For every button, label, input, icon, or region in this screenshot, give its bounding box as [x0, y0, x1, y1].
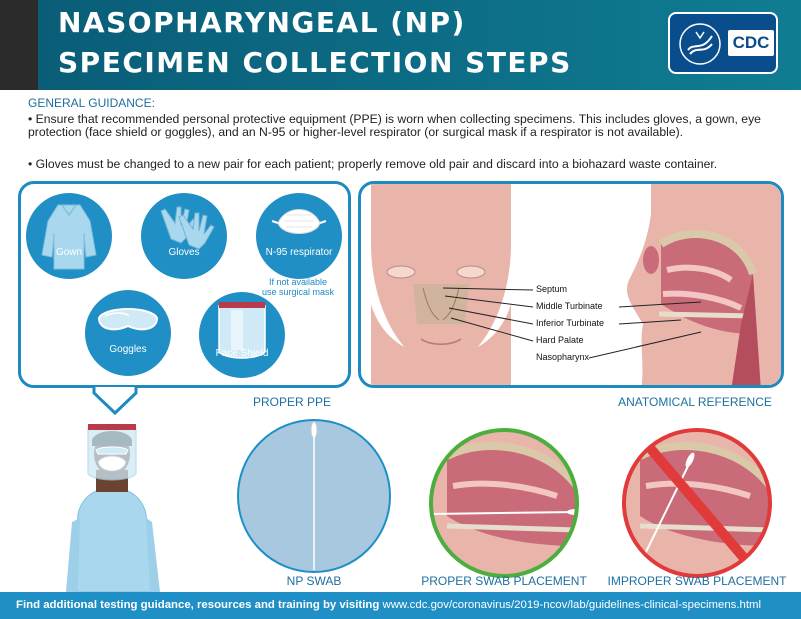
label-hard-palate: Hard Palate — [536, 335, 584, 345]
np-swab-illustration — [236, 418, 392, 574]
caption-improper-swab: IMPROPER SWAB PLACEMENT — [607, 574, 787, 588]
ppe-item-gown — [26, 193, 112, 279]
ppe-label-gloves: Gloves — [168, 247, 200, 258]
label-middle-turbinate: Middle Turbinate — [536, 301, 603, 311]
anatomy-panel — [358, 181, 784, 388]
ppe-label-goggles: Goggles — [109, 344, 147, 355]
improper-swab-illustration — [620, 426, 774, 580]
ppe-item-goggles — [85, 290, 171, 376]
respirator-icon — [256, 193, 342, 279]
label-inferior-turbinate: Inferior Turbinate — [536, 318, 605, 328]
cdc-logo — [668, 12, 778, 74]
caption-proper-ppe: PROPER PPE — [252, 395, 332, 409]
mask-note-line2: use surgical mask — [261, 287, 335, 297]
guidance-heading: GENERAL GUIDANCE: — [28, 96, 155, 110]
footer-text: Find additional testing guidance, resources and training by visiting — [16, 599, 380, 611]
cdc-logo-text: CDC — [728, 30, 774, 56]
gown-icon — [26, 193, 112, 279]
ppe-item-respirator — [256, 193, 342, 279]
caption-anatomical-reference: ANATOMICAL REFERENCE — [618, 395, 772, 409]
page-title-line2: SPECIMEN COLLECTION STEPS — [58, 46, 572, 79]
ppe-label-gown: Gown — [55, 247, 83, 258]
ppe-label-face-shield: Face Shield — [215, 348, 269, 359]
proper-swab-illustration — [427, 426, 581, 580]
goggles-icon — [85, 290, 171, 376]
ppe-callout-arrow — [92, 387, 138, 419]
footer-link[interactable]: www.cdc.gov/coronavirus/2019-ncov/lab/guidelines-clinical-specimens.html — [382, 599, 762, 611]
ppe-person-illustration — [52, 418, 172, 592]
header-accent-bar — [0, 0, 38, 90]
caption-np-swab: NP SWAB — [286, 574, 342, 588]
ppe-label-respirator: N-95 respirator — [265, 247, 333, 258]
gloves-icon — [141, 193, 227, 279]
label-septum: Septum — [536, 284, 568, 294]
ppe-item-face-shield — [199, 292, 285, 378]
footer-bar — [0, 592, 801, 619]
mask-note-line1: If not available — [268, 277, 328, 287]
hhs-seal-icon — [678, 22, 722, 66]
caption-proper-swab: PROPER SWAB PLACEMENT — [421, 574, 587, 588]
label-nasopharynx: Nasopharynx — [536, 352, 590, 362]
page-title-line1: NASOPHARYNGEAL (NP) — [58, 6, 466, 39]
guidance-bullet-1: • Ensure that recommended personal protective equipment (PPE) is worn when collecting specimens. This includes gloves, a gown, eye protection (face shield or goggles), and an N-95 or higher-level respirator (or surgical mask if a respirator is not available). — [28, 112, 761, 139]
guidance-bullet-2: • Gloves must be changed to a new pair for each patient; properly remove old pair and discard into a biohazard waste container. — [28, 157, 718, 171]
face-shield-icon — [199, 292, 285, 378]
ppe-item-gloves — [141, 193, 227, 279]
